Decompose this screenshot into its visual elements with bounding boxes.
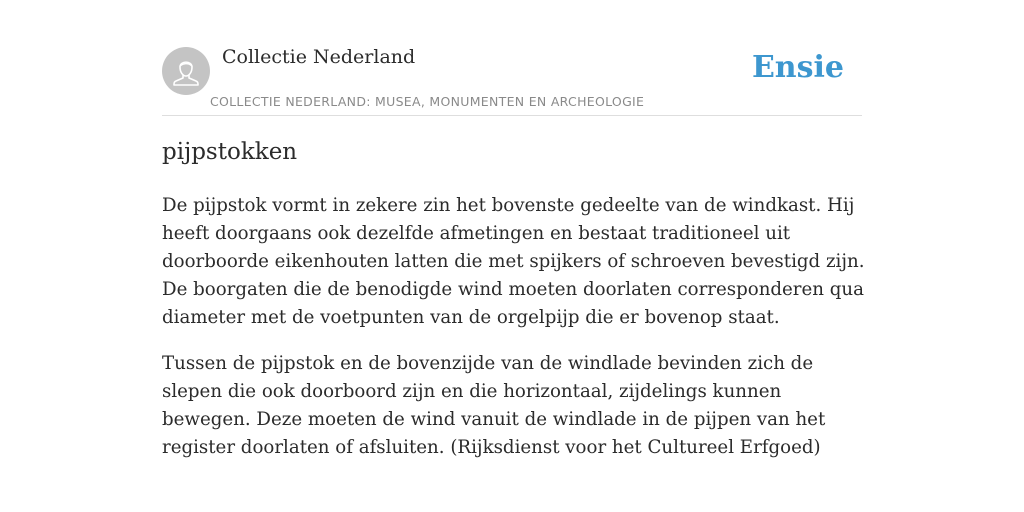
paragraph: De pijpstok vormt in zekere zin het bovenste gedeelte van de windkast. Hij heeft doorgaans ook dezelfde afmetingen en bestaat traditioneel uit doorboorde eikenhouten latten die met spijkers of schroeven bevestigd zijn. De boorgaten die de benodigde wind moeten doorlaten corresponderen qua diameter met de voetpunten van de orgelpijp die er bovenop staat. — [162, 195, 865, 328]
author-name-link[interactable]: Collectie Nederland — [222, 46, 416, 68]
avatar[interactable] — [162, 47, 210, 95]
article-body — [162, 192, 870, 480]
ensie-logo[interactable]: Ensie — [751, 50, 844, 85]
paragraph: Tussen de pijpstok en de bovenzijde van de windlade bevinden zich de slepen die ook doorboord zijn en die horizontaal, zijdelings kunnen bewegen. Deze moeten de wind vanuit de windlade in de pijpen van het register doorlaten of afsluiten. (Rijksdienst voor het Cultureel Erfgoed) — [162, 353, 826, 458]
author-header — [162, 44, 862, 116]
user-silhouette-icon — [162, 47, 210, 95]
article-title: pijpstokken — [162, 139, 298, 165]
author-subtitle: COLLECTIE NEDERLAND: MUSEA, MONUMENTEN EN ARCHEOLOGIE — [210, 94, 645, 109]
